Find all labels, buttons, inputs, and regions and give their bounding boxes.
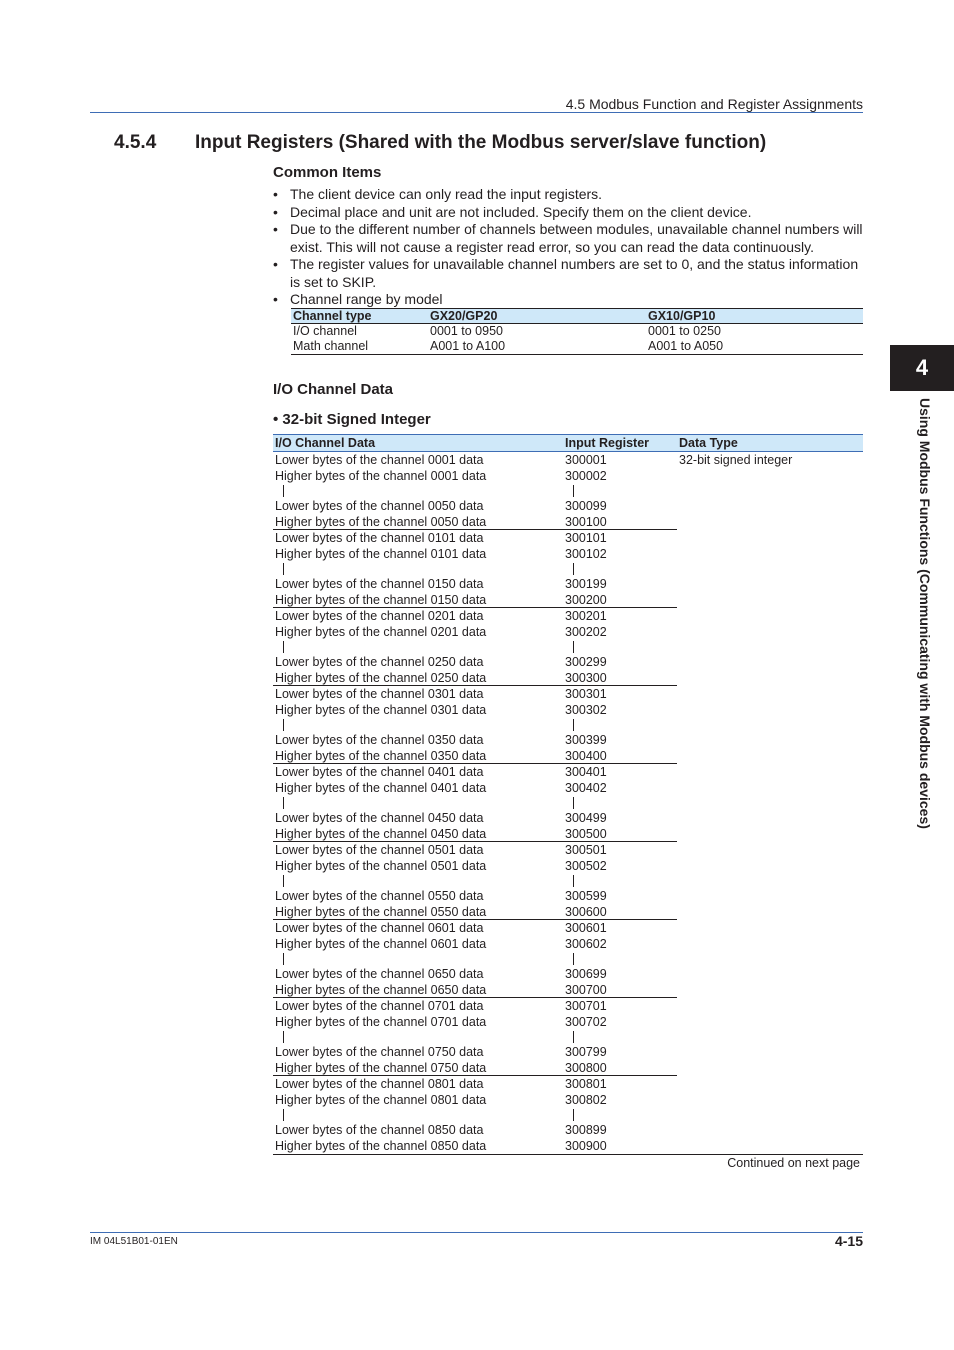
table-row: [291, 324, 863, 340]
channel-data-label: Higher bytes of the channel 0250 data: [275, 671, 487, 685]
column-header: GX20/GP20: [428, 309, 646, 324]
channel-data-label: Lower bytes of the channel 0601 data: [275, 921, 484, 935]
input-register-value: 300701: [565, 999, 607, 1013]
channel-data-label: Lower bytes of the channel 0401 data: [275, 765, 484, 779]
channel-data-label: Higher bytes of the channel 0101 data: [275, 547, 487, 561]
channel-data-label: Lower bytes of the channel 0550 data: [275, 889, 484, 903]
footer-rule: [90, 1232, 863, 1233]
input-register-value: 300801: [565, 1077, 607, 1091]
continuation-mark: [283, 1031, 284, 1043]
chapter-side-title: Using Modbus Functions (Communicating with Modbus devices): [917, 398, 933, 829]
input-register-value: 300302: [565, 703, 607, 717]
input-register-value: 300599: [565, 889, 607, 903]
input-register-value: 300601: [565, 921, 607, 935]
input-register-value: 300301: [565, 687, 607, 701]
channel-data-label: Lower bytes of the channel 0301 data: [275, 687, 484, 701]
continuation-mark: [573, 719, 574, 731]
channel-data-label: Lower bytes of the channel 0801 data: [275, 1077, 484, 1091]
channel-data-label: Lower bytes of the channel 0250 data: [275, 655, 484, 669]
input-register-value: 300300: [565, 671, 607, 685]
input-register-value: 300099: [565, 499, 607, 513]
channel-data-label: Lower bytes of the channel 0101 data: [275, 531, 484, 545]
table-cell: 0001 to 0250: [648, 324, 721, 338]
register-group: [273, 1076, 677, 1154]
continuation-mark: [283, 953, 284, 965]
table-cell: A001 to A050: [646, 339, 863, 355]
input-register-value: 300702: [565, 1015, 607, 1029]
continuation-mark: [283, 641, 284, 653]
channel-data-label: Higher bytes of the channel 0301 data: [275, 703, 487, 717]
input-register-value: 300401: [565, 765, 607, 779]
channel-data-label: Higher bytes of the channel 0850 data: [275, 1139, 487, 1153]
channel-data-label: Higher bytes of the channel 0401 data: [275, 781, 487, 795]
channel-data-label: Lower bytes of the channel 0501 data: [275, 843, 484, 857]
input-register-value: 300102: [565, 547, 607, 561]
channel-data-label: Lower bytes of the channel 0050 data: [275, 499, 484, 513]
channel-data-label: Higher bytes of the channel 0601 data: [275, 937, 487, 951]
continued-note: Continued on next page: [727, 1156, 860, 1170]
continuation-mark: [283, 563, 284, 575]
table-cell: I/O channel: [293, 324, 357, 338]
input-register-value: 300402: [565, 781, 607, 795]
input-register-value: 300502: [565, 859, 607, 873]
continuation-mark: [283, 875, 284, 887]
page-number: 4-15: [834, 1233, 863, 1249]
continuation-mark: [573, 797, 574, 809]
continuation-mark: [283, 797, 284, 809]
section-number: 4.5.4: [114, 132, 157, 153]
input-register-value: 300202: [565, 625, 607, 639]
input-register-value: 300900: [565, 1139, 607, 1153]
input-register-value: 300600: [565, 905, 607, 919]
channel-data-label: Lower bytes of the channel 0001 data: [275, 453, 484, 467]
table-cell: Math channel: [291, 339, 428, 355]
channel-data-label: Higher bytes of the channel 0001 data: [275, 469, 487, 483]
io-channel-data-heading: I/O Channel Data: [273, 381, 394, 398]
register-group: [273, 920, 677, 998]
channel-data-label: Higher bytes of the channel 0201 data: [275, 625, 487, 639]
channel-data-label: Lower bytes of the channel 0350 data: [275, 733, 484, 747]
table-header-row: [291, 309, 863, 324]
input-register-value: 300501: [565, 843, 607, 857]
column-header: I/O Channel Data: [275, 436, 376, 450]
io-table-header: [273, 434, 863, 452]
input-register-value: 300400: [565, 749, 607, 763]
document-id: IM 04L51B01-01EN: [90, 1236, 178, 1247]
input-register-value: 300700: [565, 983, 607, 997]
input-register-value: 300100: [565, 515, 607, 529]
column-header: Channel type: [291, 309, 428, 324]
continuation-mark: [573, 563, 574, 575]
register-group: [273, 530, 677, 608]
input-register-value: 300101: [565, 531, 607, 545]
input-register-value: 300799: [565, 1045, 607, 1059]
section-title: Input Registers (Shared with the Modbus server/slave function): [195, 132, 767, 153]
channel-data-label: Lower bytes of the channel 0201 data: [275, 609, 484, 623]
continuation-mark: [573, 1109, 574, 1121]
channel-data-label: Higher bytes of the channel 0150 data: [275, 593, 487, 607]
input-register-value: 300800: [565, 1061, 607, 1075]
table-cell: 0001 to 0950: [430, 324, 503, 338]
continuation-mark: [573, 875, 574, 887]
register-group: [273, 608, 677, 686]
channel-data-label: Higher bytes of the channel 0701 data: [275, 1015, 487, 1029]
input-register-value: 300200: [565, 593, 607, 607]
channel-data-label: Lower bytes of the channel 0150 data: [275, 577, 484, 591]
register-group: [273, 452, 677, 530]
channel-data-label: Higher bytes of the channel 0750 data: [275, 1061, 487, 1075]
running-header: 4.5 Modbus Function and Register Assignments: [565, 96, 863, 112]
register-group: [273, 998, 677, 1076]
channel-data-label: Lower bytes of the channel 0701 data: [275, 999, 484, 1013]
continuation-mark: [283, 485, 284, 497]
channel-data-label: Lower bytes of the channel 0750 data: [275, 1045, 484, 1059]
table-cell: A001 to A100: [428, 339, 646, 355]
register-group: [273, 686, 677, 764]
channel-data-label: Higher bytes of the channel 0650 data: [275, 983, 487, 997]
table-bottom-rule: [273, 1154, 863, 1155]
bullet-item: • Decimal place and unit are not included. Specify them on the client device.: [273, 204, 863, 222]
input-register-value: 300899: [565, 1123, 607, 1137]
register-group: [273, 842, 677, 920]
column-header: GX10/GP10: [646, 309, 863, 324]
register-group: [273, 764, 677, 842]
channel-data-label: Higher bytes of the channel 0501 data: [275, 859, 487, 873]
input-register-value: 300299: [565, 655, 607, 669]
signed-integer-subheading: • 32-bit Signed Integer: [273, 411, 431, 428]
input-register-value: 300201: [565, 609, 607, 623]
header-rule: [90, 112, 863, 113]
channel-data-label: Lower bytes of the channel 0450 data: [275, 811, 484, 825]
input-register-value: 300399: [565, 733, 607, 747]
input-register-value: 300499: [565, 811, 607, 825]
bullet-item: • Channel range by model: [273, 291, 863, 309]
bullet-item: • Due to the different number of channels between modules, unavailable channel numbers will exist. This will not cause a register read error, so you can read the data continuously.: [273, 221, 863, 256]
continuation-mark: [283, 1109, 284, 1121]
common-items-heading: Common Items: [273, 164, 382, 181]
common-items-list: [273, 186, 863, 309]
continuation-mark: [573, 953, 574, 965]
channel-range-table: [291, 308, 863, 355]
column-header: Data Type: [679, 436, 738, 450]
input-register-value: 300002: [565, 469, 607, 483]
continuation-mark: [573, 641, 574, 653]
data-type-cell: 32-bit signed integer: [679, 453, 793, 467]
continuation-mark: [573, 1031, 574, 1043]
input-register-value: 300199: [565, 577, 607, 591]
chapter-tab: 4: [890, 345, 954, 391]
input-register-value: 300001: [565, 453, 607, 467]
continuation-mark: [283, 719, 284, 731]
input-register-value: 300500: [565, 827, 607, 841]
channel-data-label: Higher bytes of the channel 0350 data: [275, 749, 487, 763]
channel-data-label: Lower bytes of the channel 0850 data: [275, 1123, 484, 1137]
channel-data-label: Lower bytes of the channel 0650 data: [275, 967, 484, 981]
bullet-item: • The register values for unavailable channel numbers are set to 0, and the status information is set to SKIP.: [273, 256, 863, 291]
channel-data-label: Higher bytes of the channel 0050 data: [275, 515, 487, 529]
continuation-mark: [573, 485, 574, 497]
input-register-value: 300802: [565, 1093, 607, 1107]
channel-data-label: Higher bytes of the channel 0450 data: [275, 827, 487, 841]
column-header: Input Register: [565, 436, 650, 450]
channel-data-label: Higher bytes of the channel 0550 data: [275, 905, 487, 919]
input-register-value: 300602: [565, 937, 607, 951]
input-register-value: 300699: [565, 967, 607, 981]
bullet-item: • The client device can only read the input registers.: [273, 186, 863, 204]
table-row: [291, 339, 863, 355]
channel-data-label: Higher bytes of the channel 0801 data: [275, 1093, 487, 1107]
